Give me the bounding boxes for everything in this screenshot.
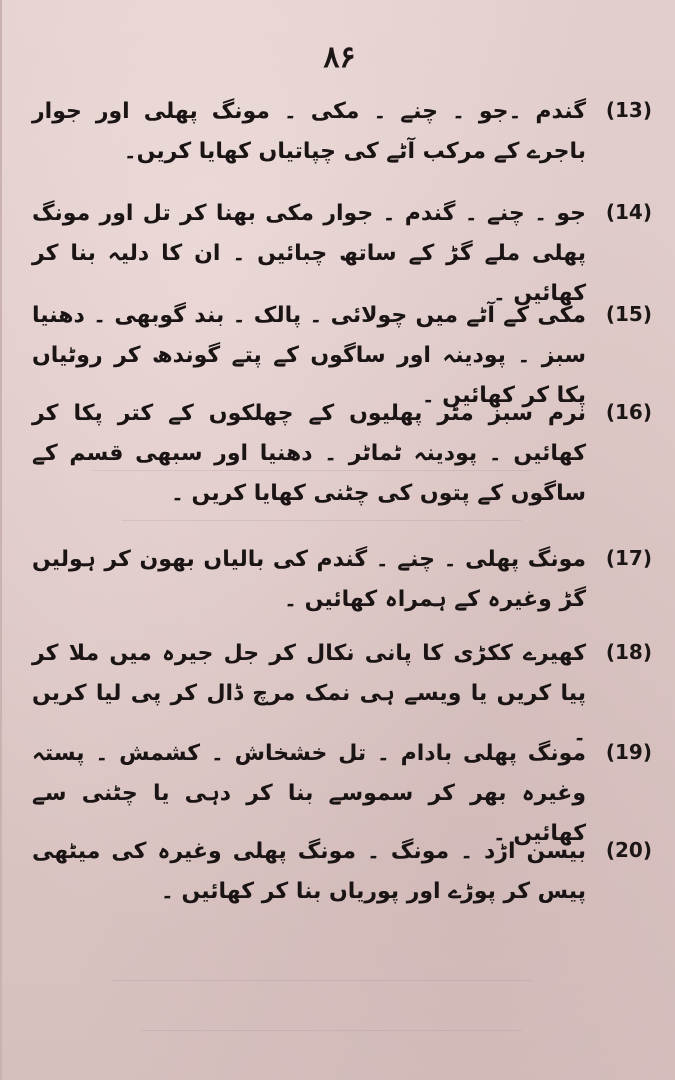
entry-number: (14) [605,200,652,224]
entry-number: (18) [605,640,652,664]
list-item [32,634,652,746]
page-number: ۸۶ [323,40,356,75]
entry-text: جو ۔ چنے ۔ گندم ۔ جوار مکی بھنا کر تل اور مونگ پھلی ملے گڑ کے ساتھ چبائیں ۔ ان کا دلیہ بنا کر کھائیں ۔ [32,201,586,306]
list-item [32,394,652,540]
entry-number: (19) [605,740,652,764]
entry-number: (20) [605,838,652,862]
entry-text: گندم ۔جو ۔ چنے ۔ مکی ۔ مونگ پھلی اور جوار باجرے کے مرکب آٹے کی چپاتیاں کھایا کریں۔ [32,99,586,164]
list-item [32,734,652,846]
entry-text: کھیرے ککڑی کا پانی نکال کر جل جیرہ میں ملا کر پیا کریں یا ویسے ہی نمک مرچ ڈال کر پی لیا کریں ۔ [32,641,586,746]
list-item [32,540,652,634]
show-through-line [142,1030,522,1031]
list-item [32,194,652,306]
entry-text: مونگ پھلی ۔ چنے ۔ گندم کی بالیاں بھون کر ہولیں گڑ وغیرہ کے ہمراہ کھائیں ۔ [32,547,586,612]
entry-number: (13) [605,98,652,122]
entry-list [32,92,652,918]
entry-number: (16) [605,400,652,424]
list-item [32,296,652,408]
entry-number: (17) [605,546,652,570]
list-item [32,832,652,918]
entry-text: مکی کے آٹے میں چولائی ۔ پالک ۔ بند گوبھی ۔ دھنیا سبز ۔ پودینہ اور ساگوں کے پتے گوندھ کر روٹیاں پکا کر کھائیں ۔ [32,303,586,408]
list-item [32,92,652,194]
entry-number: (15) [605,302,652,326]
entry-text: نرم سبز مٹر پھلیوں کے چھلکوں کے کتر پکا کر کھائیں ۔ پودینہ ٹماٹر ۔ دھنیا اور سبھی قسم کے ساگوں کے پتوں کی چٹنی کھایا کریں ۔ [32,401,586,506]
show-through-line [112,980,532,981]
entry-text: مونگ پھلی بادام ۔ تل خشخاش ۔ کشمش ۔ پستہ وغیرہ بھر کر سموسے بنا کر دہی یا چٹنی سے کھائیں ۔ [32,741,586,846]
entry-text: بیسن اڑد ۔ مونگ ۔ مونگ پھلی وغیرہ کی میٹھی پیس کر پوڑے اور پوریاں بنا کر کھائیں ۔ [32,839,586,904]
